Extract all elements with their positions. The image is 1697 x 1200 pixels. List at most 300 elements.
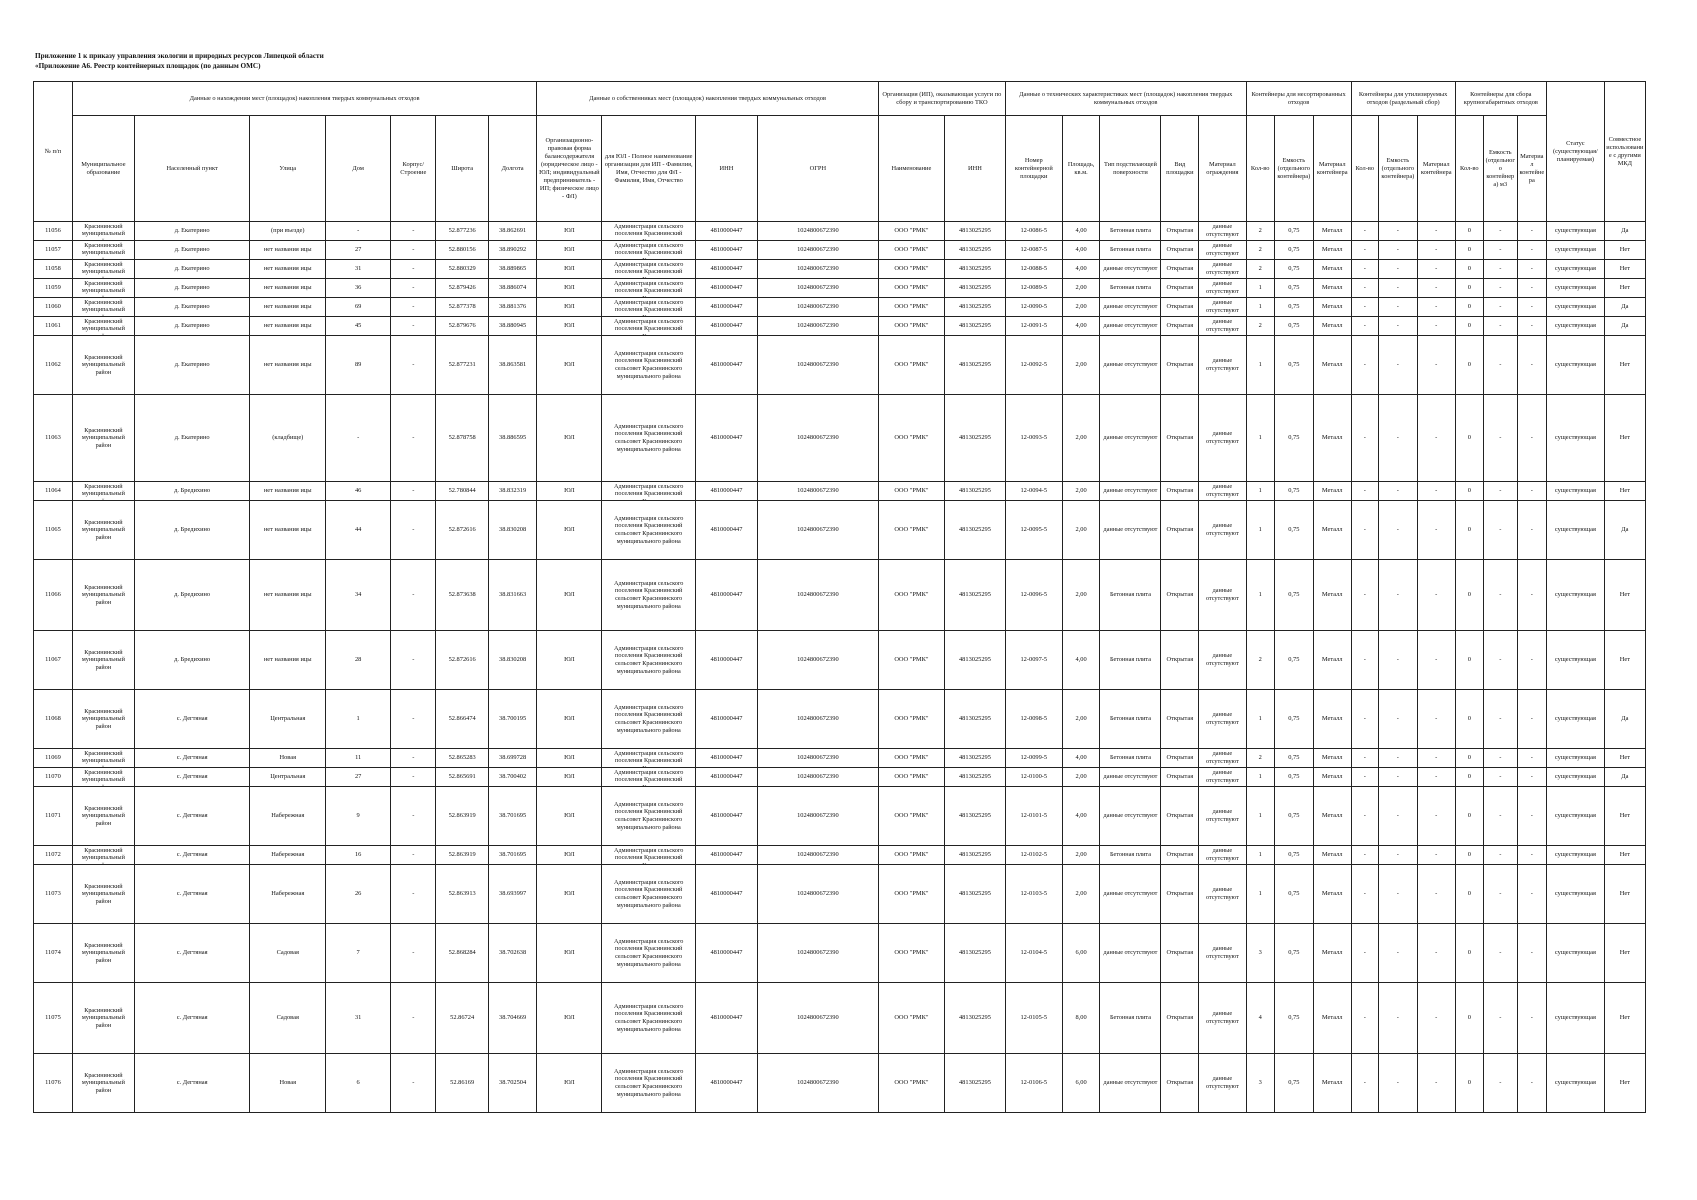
site-type-cell: Открытая: [1161, 317, 1199, 336]
latitude-cell: 52.863919: [436, 787, 489, 846]
ogrn-cell: 1024800672390: [757, 631, 878, 690]
street-cell: Набережная: [250, 846, 326, 865]
owner-name-cell: [602, 241, 696, 260]
municipality-cell: [72, 749, 134, 768]
surface-cell-text: данные отсутствуют: [1103, 487, 1158, 495]
fence-cell-text: данные отсутствуют: [1205, 808, 1239, 823]
shared-cell: Да: [1604, 317, 1645, 336]
owner-name-cell-text: Администрация сельского поселения Красининский: [614, 317, 684, 333]
header-municipality: Муниципальное образование: [72, 116, 134, 222]
unsorted-volume-cell: 0,75: [1274, 279, 1313, 298]
recycle-material-cell: -: [1417, 279, 1455, 298]
row-number: 11072: [34, 846, 73, 865]
unsorted-material-cell: Металл: [1313, 222, 1351, 241]
header-number: № п/п: [34, 82, 73, 222]
status-cell: существующая: [1547, 241, 1605, 260]
recycle-material-cell: -: [1417, 865, 1455, 924]
status-cell: существующая: [1547, 395, 1605, 482]
inn-cell: 4810000447: [695, 865, 757, 924]
shared-cell: Нет: [1604, 395, 1645, 482]
site-number-cell: 12-0096-5: [1005, 560, 1062, 631]
municipality-cell: [72, 336, 134, 395]
latitude-cell: 52.865691: [436, 768, 489, 787]
table-row: [34, 865, 1646, 924]
status-cell: существующая: [1547, 749, 1605, 768]
org-inn-cell: 4813025295: [945, 690, 1006, 749]
surface-cell-text: данные отсутствуют: [1103, 1079, 1158, 1087]
org-name-cell: ООО "РМК": [878, 983, 944, 1054]
fence-cell-text: данные отсутствуют: [1205, 750, 1239, 765]
area-cell: 4,00: [1062, 241, 1100, 260]
bulky-material-cell: -: [1517, 317, 1546, 336]
recycle-count-cell: -: [1351, 924, 1378, 983]
surface-cell-text: данные отсутствуют: [1103, 526, 1158, 534]
fence-cell-text: данные отсутствуют: [1205, 299, 1239, 314]
longitude-cell: 38.886074: [488, 279, 536, 298]
street-cell: нет названия ицы: [250, 298, 326, 317]
bulky-material-cell: -: [1517, 395, 1546, 482]
unsorted-volume-cell: 0,75: [1274, 482, 1313, 501]
table-row: [34, 317, 1646, 336]
org-name-cell: ООО "РМК": [878, 317, 944, 336]
unsorted-count-cell: 3: [1246, 1054, 1274, 1113]
header-recycle-material: Материал контейнера: [1417, 116, 1455, 222]
unsorted-count-cell: 1: [1246, 690, 1274, 749]
site-number-cell: 12-0099-5: [1005, 749, 1062, 768]
owner-name-cell: [602, 631, 696, 690]
header-owner-name: для ЮЛ - Полное наименование организации для ИП - Фамилия, Имя, Отчество для ФЛ - Фамилия, Имя, Отчество: [602, 116, 696, 222]
settlement-cell: д. Екатерино: [134, 260, 250, 279]
area-cell: 8,00: [1062, 983, 1100, 1054]
house-cell: 31: [326, 260, 391, 279]
bulky-volume-cell: -: [1483, 279, 1517, 298]
owner-name-cell-text: Администрация сельского поселения Красининский сельсовет Красининского муниципального района: [614, 937, 684, 968]
legal-form-cell: ЮЛ: [537, 241, 602, 260]
municipality-cell: [72, 1054, 134, 1113]
org-name-cell: ООО "РМК": [878, 336, 944, 395]
building-cell: -: [391, 260, 436, 279]
building-cell: -: [391, 787, 436, 846]
site-number-cell: 12-0094-5: [1005, 482, 1062, 501]
house-cell: 26: [326, 865, 391, 924]
shared-cell: Нет: [1604, 749, 1645, 768]
area-cell: 2,00: [1062, 336, 1100, 395]
header-building: Корпус/Строение: [391, 116, 436, 222]
table-row: [34, 482, 1646, 501]
surface-cell: [1100, 983, 1161, 1054]
street-cell: нет названия ицы: [250, 631, 326, 690]
bulky-count-cell: 0: [1455, 631, 1483, 690]
street-cell: Садовая: [250, 924, 326, 983]
header-site-number: Номер контейнерной площадки: [1005, 116, 1062, 222]
street-cell: (кладбище): [250, 395, 326, 482]
ogrn-cell: 1024800672390: [757, 279, 878, 298]
house-cell: -: [326, 395, 391, 482]
settlement-cell: д. Екатерино: [134, 336, 250, 395]
unsorted-count-cell: 2: [1246, 222, 1274, 241]
fence-cell-text: данные отсутствуют: [1205, 318, 1239, 333]
site-type-cell: Открытая: [1161, 260, 1199, 279]
owner-name-cell: [602, 298, 696, 317]
latitude-cell: 52.877231: [436, 336, 489, 395]
recycle-volume-cell: -: [1378, 395, 1417, 482]
status-cell: существующая: [1547, 260, 1605, 279]
site-type-cell: Открытая: [1161, 865, 1199, 924]
area-cell: 4,00: [1062, 749, 1100, 768]
unsorted-count-cell: 1: [1246, 560, 1274, 631]
fence-cell-text: данные отсутствуют: [1205, 280, 1239, 295]
row-number: 11076: [34, 1054, 73, 1113]
org-name-cell: ООО "РМК": [878, 560, 944, 631]
legal-form-cell: ЮЛ: [537, 983, 602, 1054]
header-legal-form: Организационно-правовая форма балансодержателя (юридическое лицо - ЮЛ; индивидуальный предприниматель - ИП; физическое лицо - ФЛ): [537, 116, 602, 222]
header-column-row: [34, 116, 1646, 222]
bulky-volume-cell: -: [1483, 631, 1517, 690]
building-cell: -: [391, 690, 436, 749]
org-name-cell: ООО "РМК": [878, 865, 944, 924]
table-row: [34, 298, 1646, 317]
owner-name-cell-text: Администрация сельского поселения Красининский сельсовет Красининского муниципального района: [614, 644, 684, 675]
row-number: 11060: [34, 298, 73, 317]
area-cell: 2,00: [1062, 395, 1100, 482]
status-cell: существующая: [1547, 924, 1605, 983]
bulky-count-cell: 0: [1455, 1054, 1483, 1113]
recycle-count-cell: -: [1351, 787, 1378, 846]
surface-cell-text: данные отсутствуют: [1103, 773, 1158, 781]
house-cell: 27: [326, 768, 391, 787]
shared-cell: Да: [1604, 298, 1645, 317]
surface-cell-text: Бетонная плита: [1109, 851, 1151, 859]
fence-cell-text: данные отсутствуют: [1205, 886, 1239, 901]
fence-cell: [1199, 241, 1246, 260]
org-inn-cell: 4813025295: [945, 749, 1006, 768]
bulky-material-cell: -: [1517, 482, 1546, 501]
municipality-cell-text: Красининский муниципальный район: [81, 353, 125, 376]
fence-cell: [1199, 279, 1246, 298]
shared-cell: Да: [1604, 501, 1645, 560]
street-cell: нет названия ицы: [250, 560, 326, 631]
recycle-material-cell: -: [1417, 846, 1455, 865]
fence-cell-text: данные отсутствуют: [1205, 1075, 1239, 1090]
latitude-cell: 52.878758: [436, 395, 489, 482]
area-cell: 2,00: [1062, 482, 1100, 501]
fence-cell: [1199, 631, 1246, 690]
row-number: 11074: [34, 924, 73, 983]
recycle-count-cell: -: [1351, 279, 1378, 298]
bulky-volume-cell: -: [1483, 482, 1517, 501]
table-row: [34, 787, 1646, 846]
table-row: [34, 560, 1646, 631]
fence-cell-text: данные отсутствуют: [1205, 242, 1239, 257]
longitude-cell: 38.699728: [488, 749, 536, 768]
recycle-volume-cell: -: [1378, 983, 1417, 1054]
latitude-cell: 52.863919: [436, 846, 489, 865]
owner-name-cell-text: Администрация сельского поселения Красининский: [614, 482, 684, 498]
area-cell: 6,00: [1062, 1054, 1100, 1113]
org-inn-cell: 4813025295: [945, 222, 1006, 241]
site-number-cell: 12-0100-5: [1005, 768, 1062, 787]
surface-cell: [1100, 222, 1161, 241]
unsorted-material-cell: Металл: [1313, 260, 1351, 279]
surface-cell: [1100, 924, 1161, 983]
org-name-cell: ООО "РМК": [878, 768, 944, 787]
recycle-count-cell: -: [1351, 631, 1378, 690]
status-cell: существующая: [1547, 690, 1605, 749]
unsorted-count-cell: 4: [1246, 983, 1274, 1054]
recycle-material-cell: -: [1417, 482, 1455, 501]
shared-cell: Нет: [1604, 983, 1645, 1054]
bulky-count-cell: 0: [1455, 983, 1483, 1054]
site-type-cell: Открытая: [1161, 631, 1199, 690]
org-inn-cell: 4813025295: [945, 768, 1006, 787]
table-row: [34, 1054, 1646, 1113]
ogrn-cell: 1024800672390: [757, 690, 878, 749]
bulky-volume-cell: -: [1483, 749, 1517, 768]
house-cell: 44: [326, 501, 391, 560]
unsorted-volume-cell: 0,75: [1274, 631, 1313, 690]
site-type-cell: Открытая: [1161, 336, 1199, 395]
area-cell: 2,00: [1062, 501, 1100, 560]
surface-cell: [1100, 690, 1161, 749]
owner-name-cell: [602, 336, 696, 395]
table-row: [34, 690, 1646, 749]
bulky-count-cell: 0: [1455, 279, 1483, 298]
building-cell: -: [391, 241, 436, 260]
building-cell: -: [391, 501, 436, 560]
site-number-cell: 12-0086-5: [1005, 222, 1062, 241]
recycle-volume-cell: -: [1378, 279, 1417, 298]
bulky-volume-cell: -: [1483, 560, 1517, 631]
unsorted-count-cell: 1: [1246, 482, 1274, 501]
fence-cell: [1199, 749, 1246, 768]
unsorted-volume-cell: 0,75: [1274, 317, 1313, 336]
site-type-cell: Открытая: [1161, 1054, 1199, 1113]
recycle-volume-cell: -: [1378, 222, 1417, 241]
inn-cell: 4810000447: [695, 222, 757, 241]
street-cell: нет названия ицы: [250, 317, 326, 336]
street-cell: нет названия ицы: [250, 482, 326, 501]
bulky-count-cell: 0: [1455, 317, 1483, 336]
street-cell: Центральная: [250, 768, 326, 787]
fence-cell-text: данные отсутствуют: [1205, 847, 1239, 862]
unsorted-count-cell: 1: [1246, 787, 1274, 846]
org-inn-cell: 4813025295: [945, 560, 1006, 631]
recycle-count-cell: -: [1351, 1054, 1378, 1113]
bulky-material-cell: -: [1517, 787, 1546, 846]
surface-cell-text: Бетонная плита: [1109, 715, 1151, 723]
building-cell: -: [391, 298, 436, 317]
org-inn-cell: 4813025295: [945, 298, 1006, 317]
house-cell: 27: [326, 241, 391, 260]
unsorted-material-cell: Металл: [1313, 787, 1351, 846]
recycle-material-cell: -: [1417, 983, 1455, 1054]
document-heading: [35, 51, 324, 71]
ogrn-cell: 1024800672390: [757, 1054, 878, 1113]
inn-cell: 4810000447: [695, 260, 757, 279]
header-org-name: Наименование: [878, 116, 944, 222]
bulky-count-cell: 0: [1455, 395, 1483, 482]
settlement-cell: с. Дегтяная: [134, 768, 250, 787]
longitude-cell: 38.830208: [488, 631, 536, 690]
municipality-cell: [72, 631, 134, 690]
recycle-volume-cell: -: [1378, 690, 1417, 749]
table-row: [34, 768, 1646, 787]
shared-cell: Нет: [1604, 924, 1645, 983]
header-group-recycle: Контейнеры для утилизируемых отходов (раздельный сбор): [1351, 82, 1455, 116]
recycle-volume-cell: -: [1378, 846, 1417, 865]
fence-cell: [1199, 690, 1246, 749]
shared-cell: Нет: [1604, 787, 1645, 846]
surface-cell: [1100, 768, 1161, 787]
shared-cell: Нет: [1604, 241, 1645, 260]
owner-name-cell-text: Администрация сельского поселения Красининский: [614, 222, 684, 238]
bulky-volume-cell: -: [1483, 298, 1517, 317]
recycle-count-cell: -: [1351, 768, 1378, 787]
org-name-cell: ООО "РМК": [878, 924, 944, 983]
bulky-volume-cell: -: [1483, 983, 1517, 1054]
bulky-material-cell: -: [1517, 865, 1546, 924]
header-street: Улица: [250, 116, 326, 222]
site-number-cell: 12-0091-5: [1005, 317, 1062, 336]
ogrn-cell: 1024800672390: [757, 560, 878, 631]
surface-cell: [1100, 241, 1161, 260]
municipality-cell: [72, 560, 134, 631]
unsorted-material-cell: Металл: [1313, 846, 1351, 865]
fence-cell-text: данные отсутствуют: [1205, 522, 1239, 537]
ogrn-cell: 1024800672390: [757, 768, 878, 787]
bulky-material-cell: -: [1517, 501, 1546, 560]
bulky-volume-cell: -: [1483, 768, 1517, 787]
house-cell: 31: [326, 983, 391, 1054]
bulky-count-cell: 0: [1455, 241, 1483, 260]
unsorted-material-cell: Металл: [1313, 690, 1351, 749]
unsorted-count-cell: 2: [1246, 631, 1274, 690]
unsorted-volume-cell: 0,75: [1274, 787, 1313, 846]
surface-cell: [1100, 482, 1161, 501]
recycle-count-cell: -: [1351, 260, 1378, 279]
house-cell: 46: [326, 482, 391, 501]
settlement-cell: с. Дегтяная: [134, 924, 250, 983]
unsorted-count-cell: 2: [1246, 260, 1274, 279]
recycle-volume-cell: -: [1378, 787, 1417, 846]
unsorted-material-cell: Металл: [1313, 298, 1351, 317]
latitude-cell: 52.872616: [436, 631, 489, 690]
fence-cell: [1199, 298, 1246, 317]
recycle-material-cell: -: [1417, 631, 1455, 690]
municipality-cell: [72, 501, 134, 560]
settlement-cell: д. Бредихино: [134, 501, 250, 560]
surface-cell-text: данные отсутствуют: [1103, 434, 1158, 442]
unsorted-count-cell: 1: [1246, 501, 1274, 560]
bulky-material-cell: -: [1517, 222, 1546, 241]
site-type-cell: Открытая: [1161, 501, 1199, 560]
inn-cell: 4810000447: [695, 317, 757, 336]
latitude-cell: 52.866474: [436, 690, 489, 749]
header-latitude: Широта: [436, 116, 489, 222]
street-cell: Набережная: [250, 787, 326, 846]
ogrn-cell: 1024800672390: [757, 846, 878, 865]
status-cell: существующая: [1547, 222, 1605, 241]
longitude-cell: 38.832319: [488, 482, 536, 501]
bulky-material-cell: -: [1517, 924, 1546, 983]
bulky-volume-cell: -: [1483, 924, 1517, 983]
recycle-volume-cell: -: [1378, 631, 1417, 690]
owner-name-cell-text: Администрация сельского поселения Красининский сельсовет Красининского муниципального района: [614, 349, 684, 380]
building-cell: -: [391, 749, 436, 768]
fence-cell: [1199, 222, 1246, 241]
org-name-cell: ООО "РМК": [878, 1054, 944, 1113]
municipality-cell-text: Красининский муниципальный: [81, 298, 125, 314]
unsorted-volume-cell: 0,75: [1274, 1054, 1313, 1113]
bulky-material-cell: -: [1517, 749, 1546, 768]
recycle-volume-cell: -: [1378, 865, 1417, 924]
latitude-cell: 52.879676: [436, 317, 489, 336]
unsorted-count-cell: 1: [1246, 395, 1274, 482]
header-group-tech: Данные о технических характеристиках мест (площадок) накопления твердых коммунальных отходов: [1005, 82, 1246, 116]
building-cell: -: [391, 336, 436, 395]
fence-cell: [1199, 395, 1246, 482]
settlement-cell: с. Дегтяная: [134, 749, 250, 768]
surface-cell-text: данные отсутствуют: [1103, 812, 1158, 820]
recycle-count-cell: -: [1351, 298, 1378, 317]
owner-name-cell-text: Администрация сельского поселения Красининский сельсовет Красининского муниципального района: [614, 878, 684, 909]
shared-cell: Нет: [1604, 1054, 1645, 1113]
legal-form-cell: ЮЛ: [537, 1054, 602, 1113]
org-inn-cell: 4813025295: [945, 241, 1006, 260]
house-cell: 34: [326, 560, 391, 631]
fence-cell-text: данные отсутствуют: [1205, 711, 1239, 726]
latitude-cell: 52.780844: [436, 482, 489, 501]
row-number: 11066: [34, 560, 73, 631]
unsorted-volume-cell: 0,75: [1274, 298, 1313, 317]
fence-cell: [1199, 983, 1246, 1054]
owner-name-cell-text: Администрация сельского поселения Красининский: [614, 846, 684, 862]
unsorted-material-cell: Металл: [1313, 395, 1351, 482]
recycle-material-cell: -: [1417, 560, 1455, 631]
unsorted-volume-cell: 0,75: [1274, 241, 1313, 260]
table-row: [34, 983, 1646, 1054]
ogrn-cell: 1024800672390: [757, 260, 878, 279]
area-cell: 2,00: [1062, 690, 1100, 749]
owner-name-cell-text: Администрация сельского поселения Красининский сельсовет Красининского муниципального района: [614, 800, 684, 831]
unsorted-material-cell: Металл: [1313, 1054, 1351, 1113]
building-cell: -: [391, 631, 436, 690]
status-cell: существующая: [1547, 317, 1605, 336]
recycle-count-cell: -: [1351, 336, 1378, 395]
area-cell: 4,00: [1062, 317, 1100, 336]
org-inn-cell: 4813025295: [945, 865, 1006, 924]
fence-cell-text: данные отсутствуют: [1205, 769, 1239, 784]
org-inn-cell: 4813025295: [945, 846, 1006, 865]
recycle-count-cell: -: [1351, 317, 1378, 336]
surface-cell-text: Бетонная плита: [1109, 1014, 1151, 1022]
inn-cell: 4810000447: [695, 983, 757, 1054]
building-cell: -: [391, 924, 436, 983]
status-cell: существующая: [1547, 501, 1605, 560]
bulky-volume-cell: -: [1483, 336, 1517, 395]
longitude-cell: 38.701695: [488, 787, 536, 846]
latitude-cell: 52.868284: [436, 924, 489, 983]
fence-cell-text: данные отсутствуют: [1205, 652, 1239, 667]
building-cell: -: [391, 560, 436, 631]
bulky-volume-cell: -: [1483, 846, 1517, 865]
bulky-count-cell: 0: [1455, 749, 1483, 768]
row-number: 11061: [34, 317, 73, 336]
org-inn-cell: 4813025295: [945, 924, 1006, 983]
status-cell: существующая: [1547, 787, 1605, 846]
longitude-cell: 38.889865: [488, 260, 536, 279]
unsorted-material-cell: Металл: [1313, 768, 1351, 787]
